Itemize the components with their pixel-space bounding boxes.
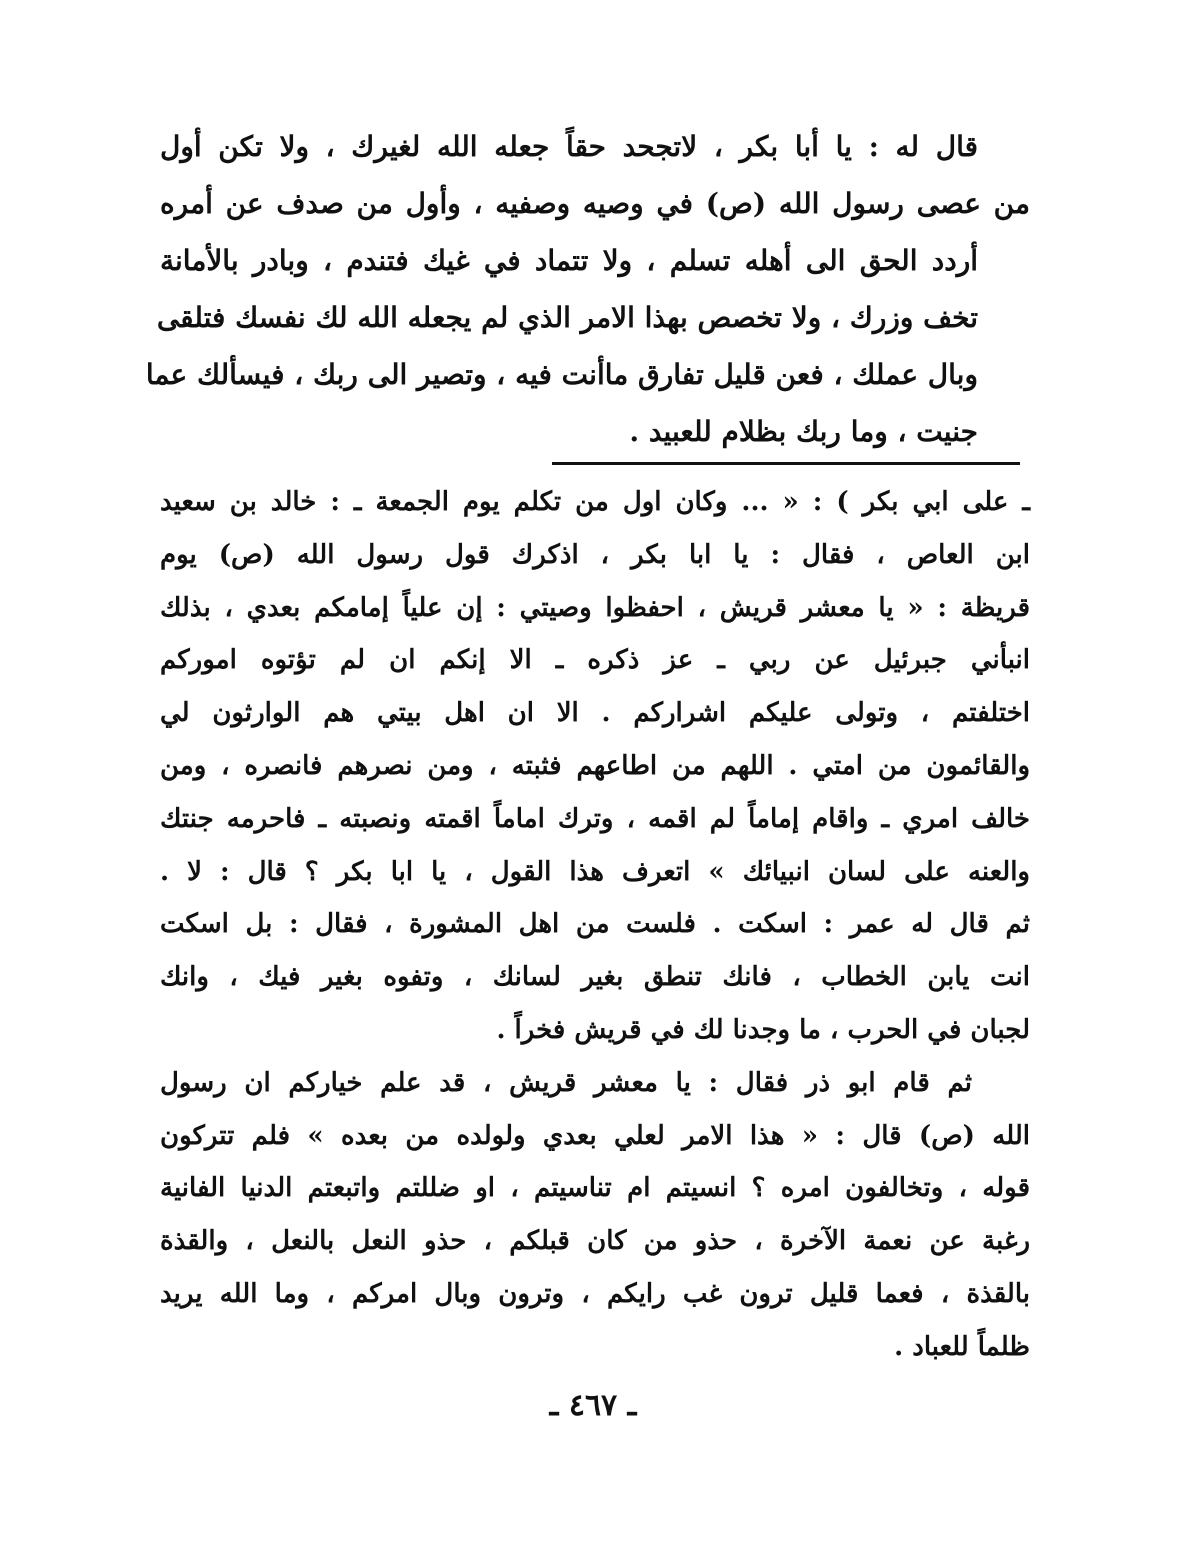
footnote-line: لجبان في الحرب ، ما وجدنا لك في قريش فخراً . xyxy=(496,1014,1030,1045)
footnote-line: والعنه على لسان انبيائك » اتعرف هذا القول ، يا ابا بكر ؟ قال : لا . xyxy=(160,856,1030,887)
footnote-block xyxy=(160,476,1030,1374)
footnote-line: ظلماً للعباد . xyxy=(894,1331,1030,1362)
footnote-line: خالف امري ـ واقام إماماً لم اقمه ، وترك اماماً اقمته ونصبته ـ فاحرمه جنتك xyxy=(160,803,1030,834)
footnote-line: الله (ص) قال : « هذا الامر لعلي بعدي ولولده من بعده » فلم تتركون xyxy=(160,1120,1030,1151)
footnote-line: رغبة عن نعمة الآخرة ، حذو من كان قبلكم ، حذو النعل بالنعل ، والقذة xyxy=(160,1226,1030,1257)
text-line: قال له : يا أبا بكر ، لاتجحد حقاً جعله الله لغيرك ، ولا تكن أول xyxy=(160,130,978,163)
footnote-line: انبأني جبرئيل عن ربي ـ عز ذكره ـ الا إنكم ان لم تؤتوه اموركم xyxy=(160,645,1030,676)
footnote-line: قوله ، وتخالفون امره ؟ انسيتم ام تناسيتم ، او ضللتم واتبعتم الدنيا الفانية xyxy=(160,1173,1030,1204)
main-paragraph xyxy=(145,118,1030,460)
footnote-line: ابن العاص ، فقال : يا ابا بكر ، اذكرك قول رسول الله (ص) يوم xyxy=(160,539,1030,570)
text-line: جنيت ، وما ربك بظلام للعبيد . xyxy=(629,415,978,448)
footnote-line: انت يابن الخطاب ، فانك تنطق بغير لسانك ، وتفوه بغير فيك ، وانك xyxy=(160,962,1030,993)
footnote-line: قريظة : « يا معشر قريش ، احفظوا وصيتي : إن علياً إمامكم بعدي ، بذلك xyxy=(160,592,1030,623)
footnote-separator xyxy=(552,462,1020,465)
footnote-line: بالقذة ، فعما قليل ترون غب رايكم ، وترون وبال امركم ، وما الله يريد xyxy=(160,1278,1030,1309)
main-text-block xyxy=(145,118,1030,460)
page-number: ـ ٤٦٧ ـ xyxy=(549,1388,637,1423)
footnote-paragraph-2 xyxy=(160,1057,1030,1374)
text-line: أردد الحق الى أهله تسلم ، ولا تتماد في غيك فتندم ، وبادر بالأمانة xyxy=(160,244,978,277)
footnote-line: ثم قام ابو ذر فقال : يا معشر قريش ، قد علم خياركم ان رسول xyxy=(160,1067,972,1098)
text-line: تخف وزرك ، ولا تخصص بهذا الامر الذي لم يجعله الله لك نفسك فتلقى xyxy=(156,301,978,334)
footnote-paragraph-1 xyxy=(160,476,1030,1057)
footnote-line: ثم قال له عمر : اسكت . فلست من اهل المشورة ، فقال : بل اسكت xyxy=(160,909,1030,940)
text-line: من عصى رسول الله (ص) في وصيه وصفيه ، وأول من صدف عن أمره xyxy=(160,187,1030,220)
footnote-line: ـ على ابي بكر ) : « ... وكان اول من تكلم يوم الجمعة ـ : خالد بن سعيد xyxy=(160,487,1030,517)
footnote-line: اختلفتم ، وتولى عليكم اشراركم . الا ان اهل بيتي هم الوارثون لي xyxy=(160,698,1030,729)
footnote-line: والقائمون من امتي . اللهم من اطاعهم فثبته ، ومن نصرهم فانصره ، ومن xyxy=(160,750,1030,781)
text-line: وبال عملك ، فعن قليل تفارق ماأنت فيه ، وتصير الى ربك ، فيسألك عما xyxy=(145,358,978,391)
